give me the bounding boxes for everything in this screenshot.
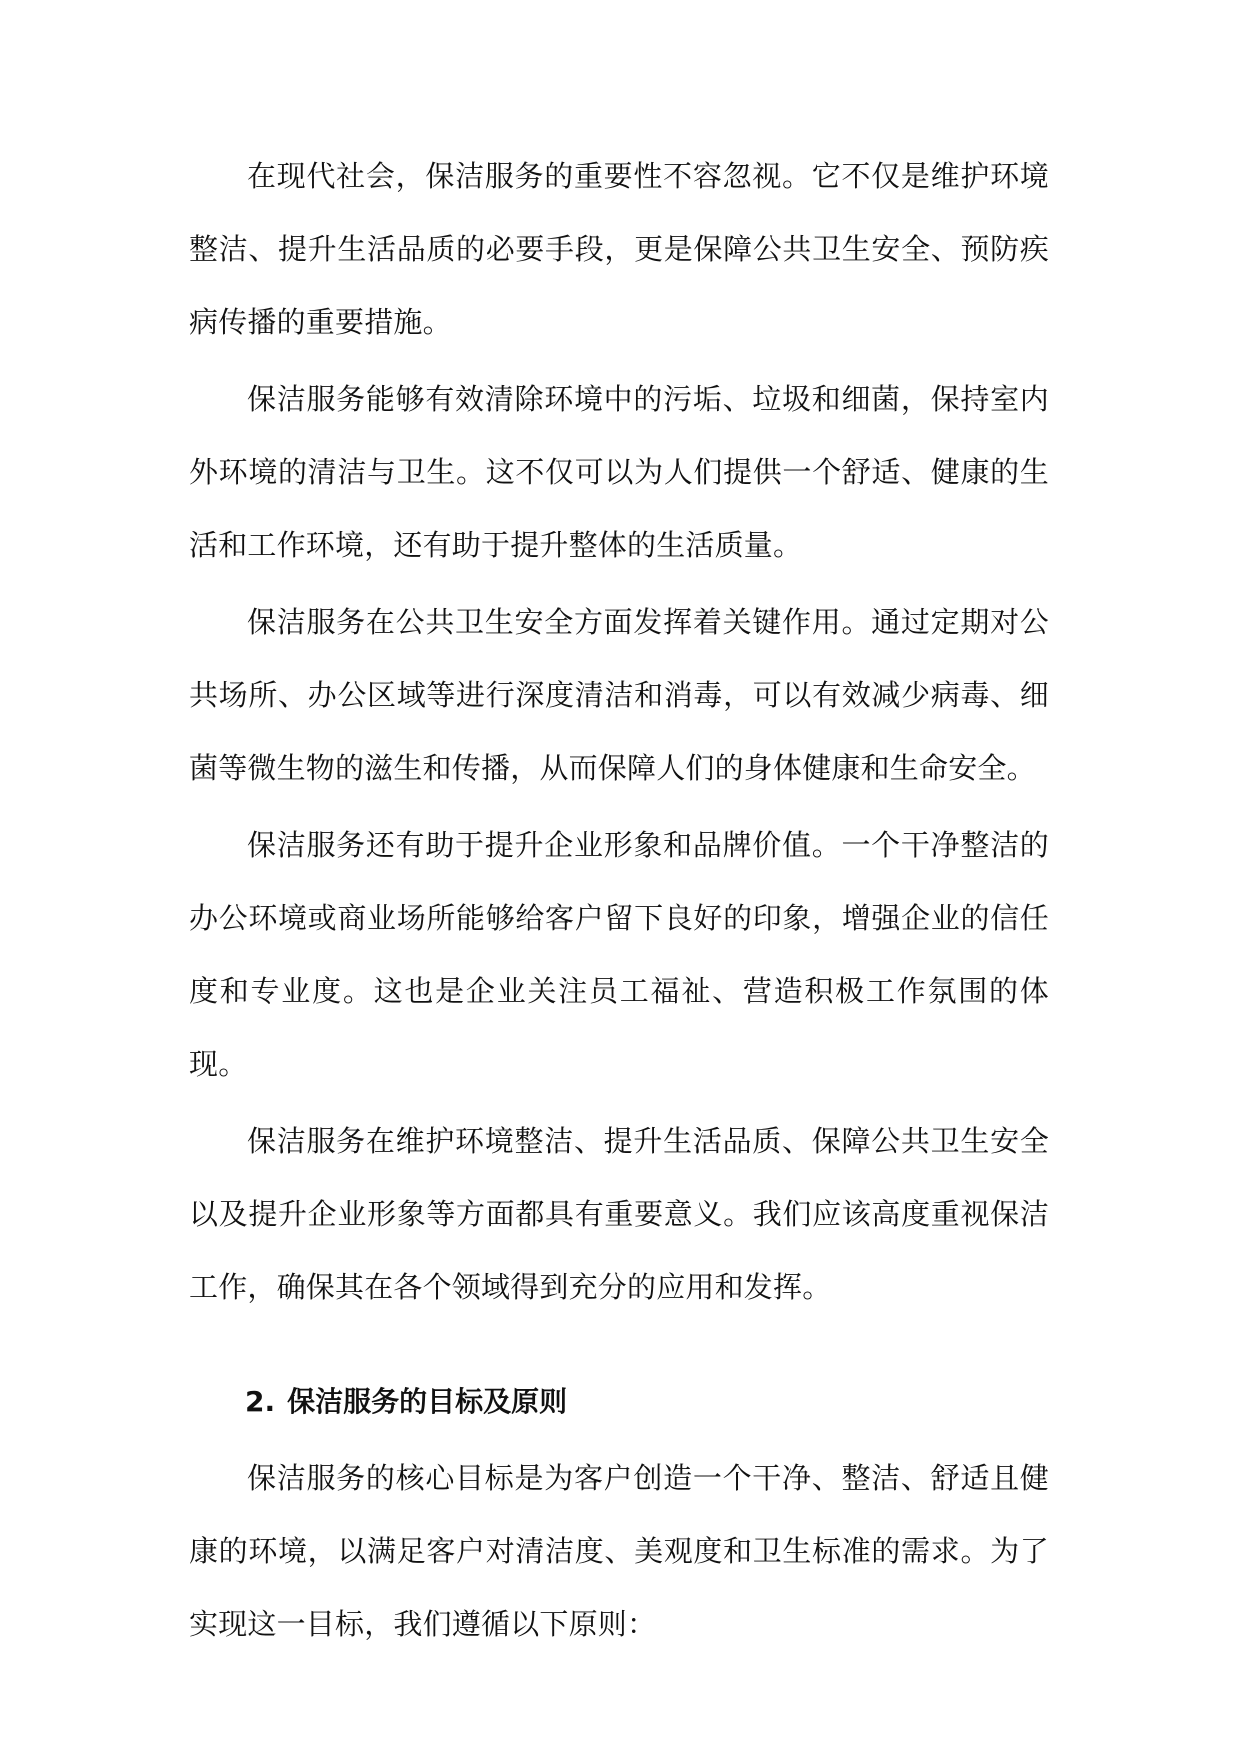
paragraph-corporate-image: 保洁服务还有助于提升企业形象和品牌价值。一个干净整洁的办公环境或商业场所能够给客户留下良好的印象，增强企业的信任度和专业度。这也是企业关注员工福祉、营造积极工作氛围的体现。	[189, 828, 1049, 1081]
section-heading	[245, 1366, 1049, 1438]
paragraph-public-health: 保洁服务在公共卫生安全方面发挥着关键作用。通过定期对公共场所、办公区域等进行深度清洁和消毒，可以有效减少病毒、细菌等微生物的滋生和传播，从而保障人们的身体健康和生命安全。	[189, 605, 1049, 785]
document-body	[189, 140, 1049, 1665]
section-number: 2.	[245, 1385, 276, 1418]
section-title: 保洁服务的目标及原则	[287, 1385, 568, 1418]
paragraph-environment-cleaning: 保洁服务能够有效清除环境中的污垢、垃圾和细菌，保持室内外环境的清洁与卫生。这不仅可以为人们提供一个舒适、健康的生活和工作环境，还有助于提升整体的生活质量。	[189, 382, 1049, 562]
paragraph-importance-intro: 在现代社会，保洁服务的重要性不容忽视。它不仅是维护环境整洁、提升生活品质的必要手段，更是保障公共卫生安全、预防疾病传播的重要措施。	[189, 159, 1049, 339]
paragraph-core-goal: 保洁服务的核心目标是为客户创造一个干净、整洁、舒适且健康的环境，以满足客户对清洁度、美观度和卫生标准的需求。为了实现这一目标，我们遵循以下原则：	[189, 1461, 1049, 1641]
paragraph-summary: 保洁服务在维护环境整洁、提升生活品质、保障公共卫生安全以及提升企业形象等方面都具有重要意义。我们应该高度重视保洁工作，确保其在各个领域得到充分的应用和发挥。	[189, 1124, 1049, 1304]
